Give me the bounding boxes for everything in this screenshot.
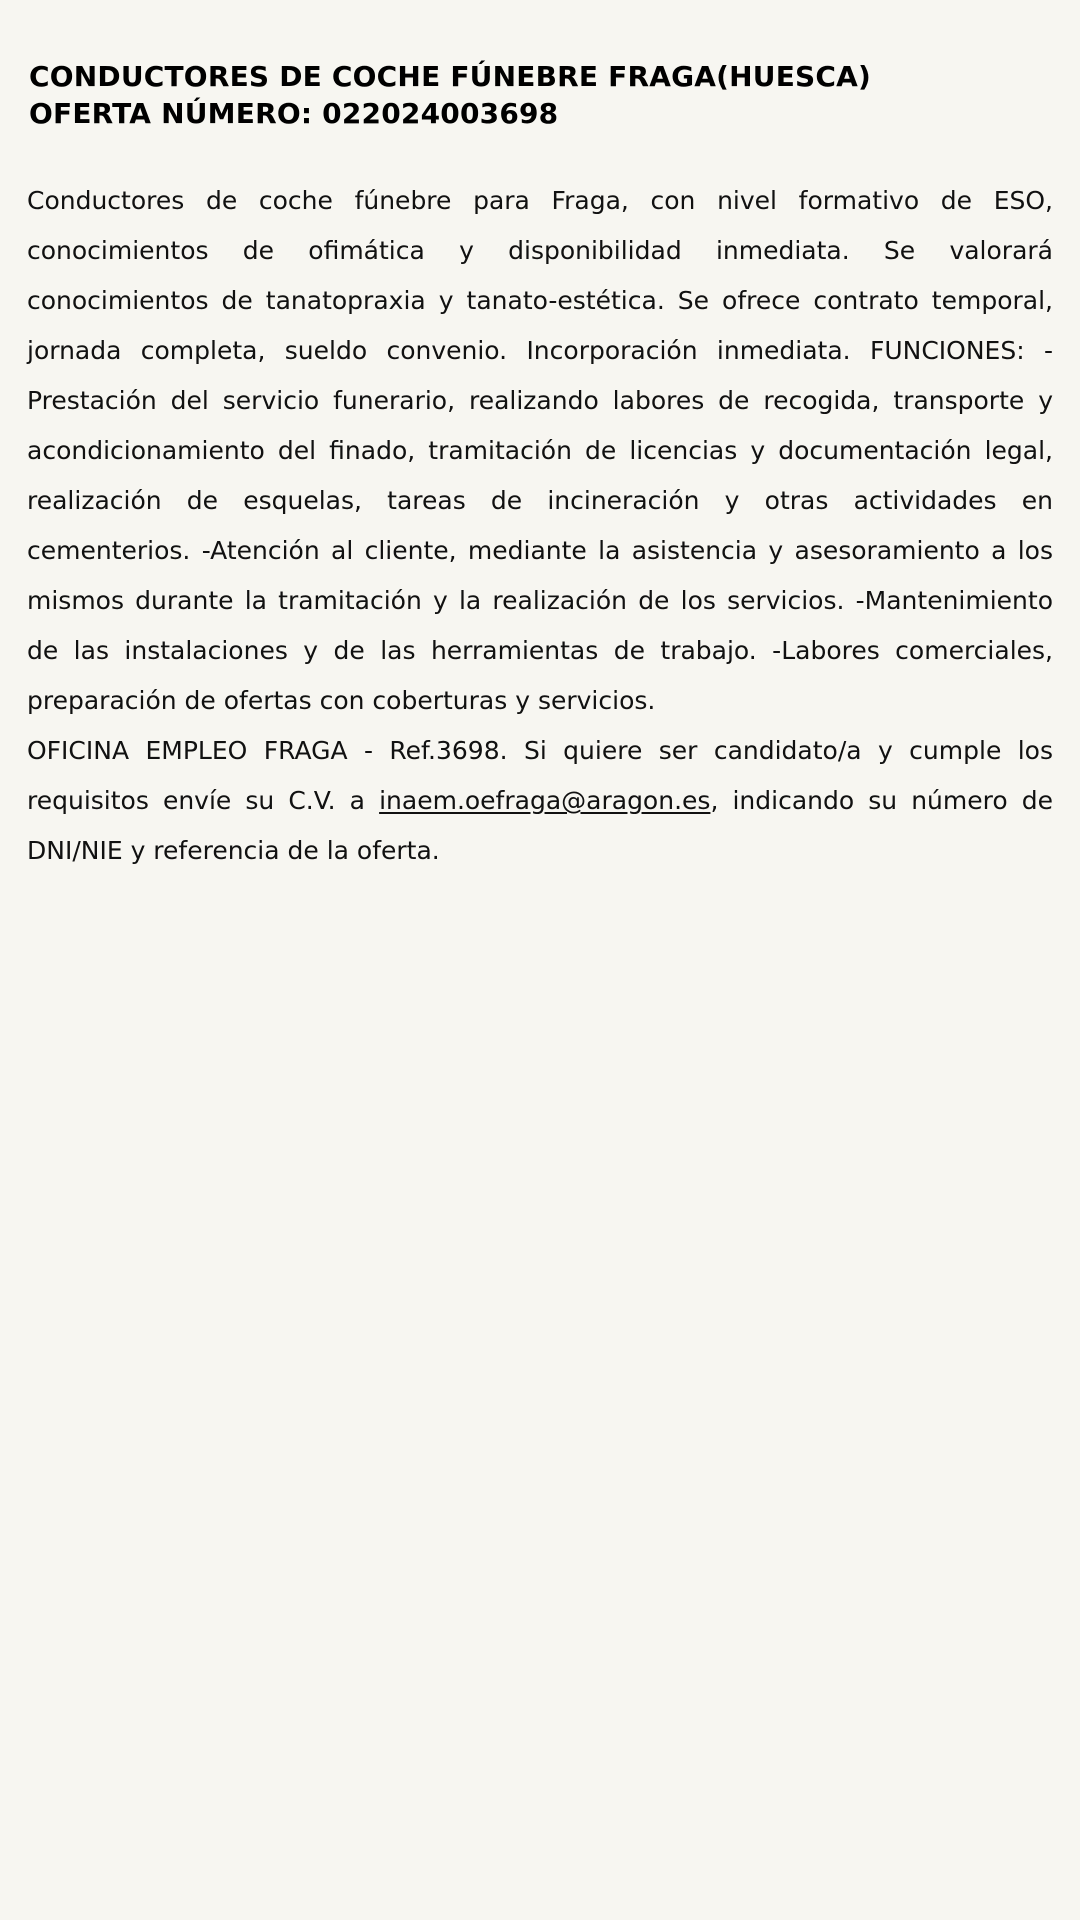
- contact-email-link[interactable]: inaem.oefraga@aragon.es: [379, 786, 711, 815]
- job-description: Conductores de coche fúnebre para Fraga, con nivel formativo de ESO, conocimientos de ofimática y disponibilidad inmediata. Se valorará conocimientos de tanatopraxia y tanato-estética. Se ofrece contrato temporal, jornada completa, sueldo convenio. Incorporación inmediata. FUNCIONES: -Prestación del servicio funerario, realizando labores de recogida, transporte y acondicionamiento del finado, tramitación de licencias y documentación legal, realización de esquelas, tareas de incineración y otras actividades en cementerios. -Atención al cliente, mediante la asistencia y asesoramiento a los mismos durante la tramitación y la realización de los servicios. -Mantenimiento de las instalaciones y de las herramientas de trabajo. -Labores comerciales, preparación de ofertas con coberturas y servicios.: [27, 186, 1053, 715]
- contact-prefix: OFICINA EMPLEO FRAGA - Ref.3698. Si quiere ser candidato/a y cumple los requisitos envíe su C.V. a: [27, 736, 1053, 815]
- contact-suffix: , indicando su número de DNI/NIE y referencia de la oferta.: [27, 786, 1053, 865]
- title-line-position: CONDUCTORES DE COCHE FÚNEBRE FRAGA(HUESCA): [29, 60, 872, 93]
- page-title: [29, 58, 1053, 132]
- contact-paragraph: [27, 726, 1053, 876]
- title-line-offer-number: OFERTA NÚMERO: 022024003698: [29, 97, 559, 130]
